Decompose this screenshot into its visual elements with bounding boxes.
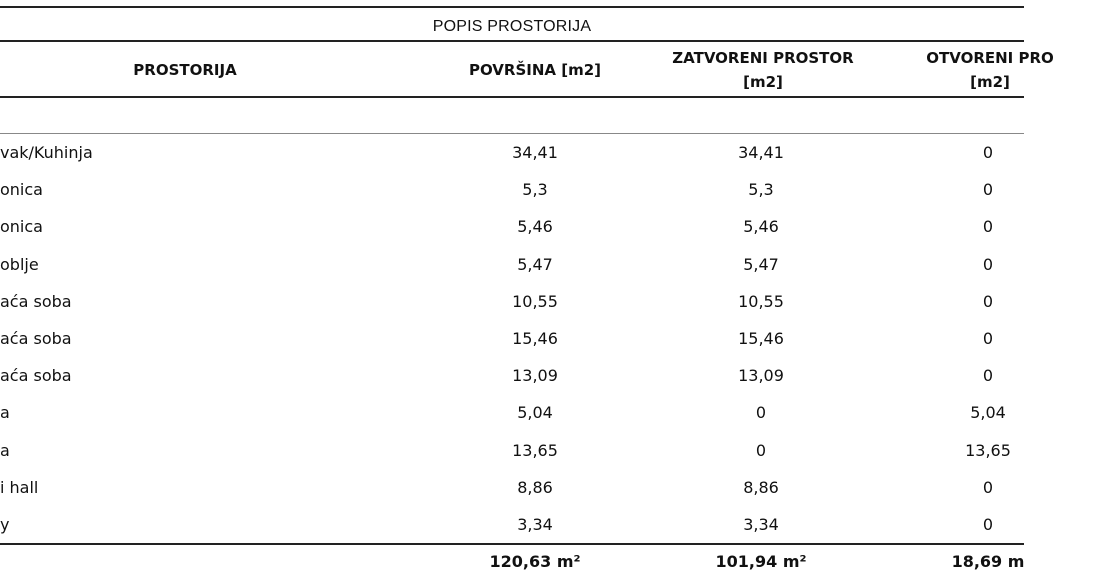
header-closed-line1: ZATVORENI PROSTOR: [672, 49, 854, 67]
room-name: aća soba: [0, 291, 72, 311]
room-closed: 10,55: [738, 291, 784, 311]
room-open: 0: [982, 477, 994, 497]
spacer-row: [0, 98, 1024, 134]
table-row: [0, 208, 1024, 245]
header-open-line1: OTVORENI PRO: [926, 49, 1054, 67]
room-open: 0: [982, 291, 994, 311]
room-area: 8,86: [517, 477, 553, 497]
table-row: [0, 357, 1024, 394]
total-area: 120,63 m²: [489, 552, 581, 571]
header-open-space: [880, 46, 1100, 94]
room-area: 13,09: [512, 366, 558, 386]
room-open: 0: [982, 515, 994, 534]
room-open: 0: [982, 217, 994, 237]
room-open: 5,04: [970, 403, 1006, 423]
room-open: 0: [982, 254, 994, 274]
room-closed: 5,46: [743, 217, 779, 237]
header-room: PROSTORIJA: [133, 61, 237, 79]
room-name: onica: [0, 217, 43, 237]
table-row: [0, 134, 1024, 171]
room-area: 34,41: [512, 143, 558, 162]
room-open: 13,65: [965, 440, 1011, 460]
room-closed: 34,41: [738, 143, 784, 162]
room-closed: 8,86: [743, 477, 779, 497]
table-row: [0, 394, 1024, 431]
header-closed-space: [648, 46, 878, 94]
table-row: [0, 506, 1024, 543]
header-area: POVRŠINA [m2]: [468, 61, 602, 79]
room-area: 5,3: [522, 180, 548, 200]
room-area: 3,34: [517, 515, 553, 534]
room-name: aća soba: [0, 366, 72, 386]
room-name: y: [0, 515, 10, 534]
room-name: i hall: [0, 477, 39, 497]
room-closed: 5,3: [748, 180, 774, 200]
room-name: oblje: [0, 254, 39, 274]
room-area: 5,04: [517, 403, 553, 423]
table-row: [0, 171, 1024, 208]
room-closed: 0: [755, 403, 767, 423]
room-closed: 13,09: [738, 366, 784, 386]
room-name: a: [0, 403, 10, 423]
room-open: 0: [982, 143, 994, 162]
table-title: POPIS PROSTORIJA: [432, 18, 592, 35]
room-open: 0: [982, 180, 994, 200]
room-closed: 3,34: [743, 515, 779, 534]
totals-row: [0, 543, 1024, 576]
table-title-row: [0, 6, 1024, 42]
room-area: 13,65: [512, 440, 558, 460]
table-row: [0, 469, 1024, 506]
room-area: 15,46: [512, 329, 558, 348]
room-area: 5,47: [517, 254, 553, 274]
room-area: 5,46: [517, 217, 553, 237]
total-closed: 101,94 m²: [715, 552, 807, 571]
room-name: a: [0, 440, 10, 460]
room-closed: 0: [755, 440, 767, 460]
table-row: [0, 320, 1024, 357]
room-open: 0: [982, 366, 994, 386]
table-row: [0, 246, 1024, 283]
room-closed: 5,47: [743, 254, 779, 274]
header-open-line2: [m2]: [970, 73, 1010, 91]
table-row: [0, 283, 1024, 320]
room-name: aća soba: [0, 329, 72, 348]
total-open: 18,69 m: [951, 552, 1025, 571]
header-closed-line2: [m2]: [743, 73, 783, 91]
room-closed: 15,46: [738, 329, 784, 348]
table-row: [0, 432, 1024, 469]
room-name: vak/Kuhinja: [0, 143, 93, 162]
header-row: [0, 42, 1054, 98]
room-area: 10,55: [512, 291, 558, 311]
room-open: 0: [982, 329, 994, 348]
room-name: onica: [0, 180, 43, 200]
